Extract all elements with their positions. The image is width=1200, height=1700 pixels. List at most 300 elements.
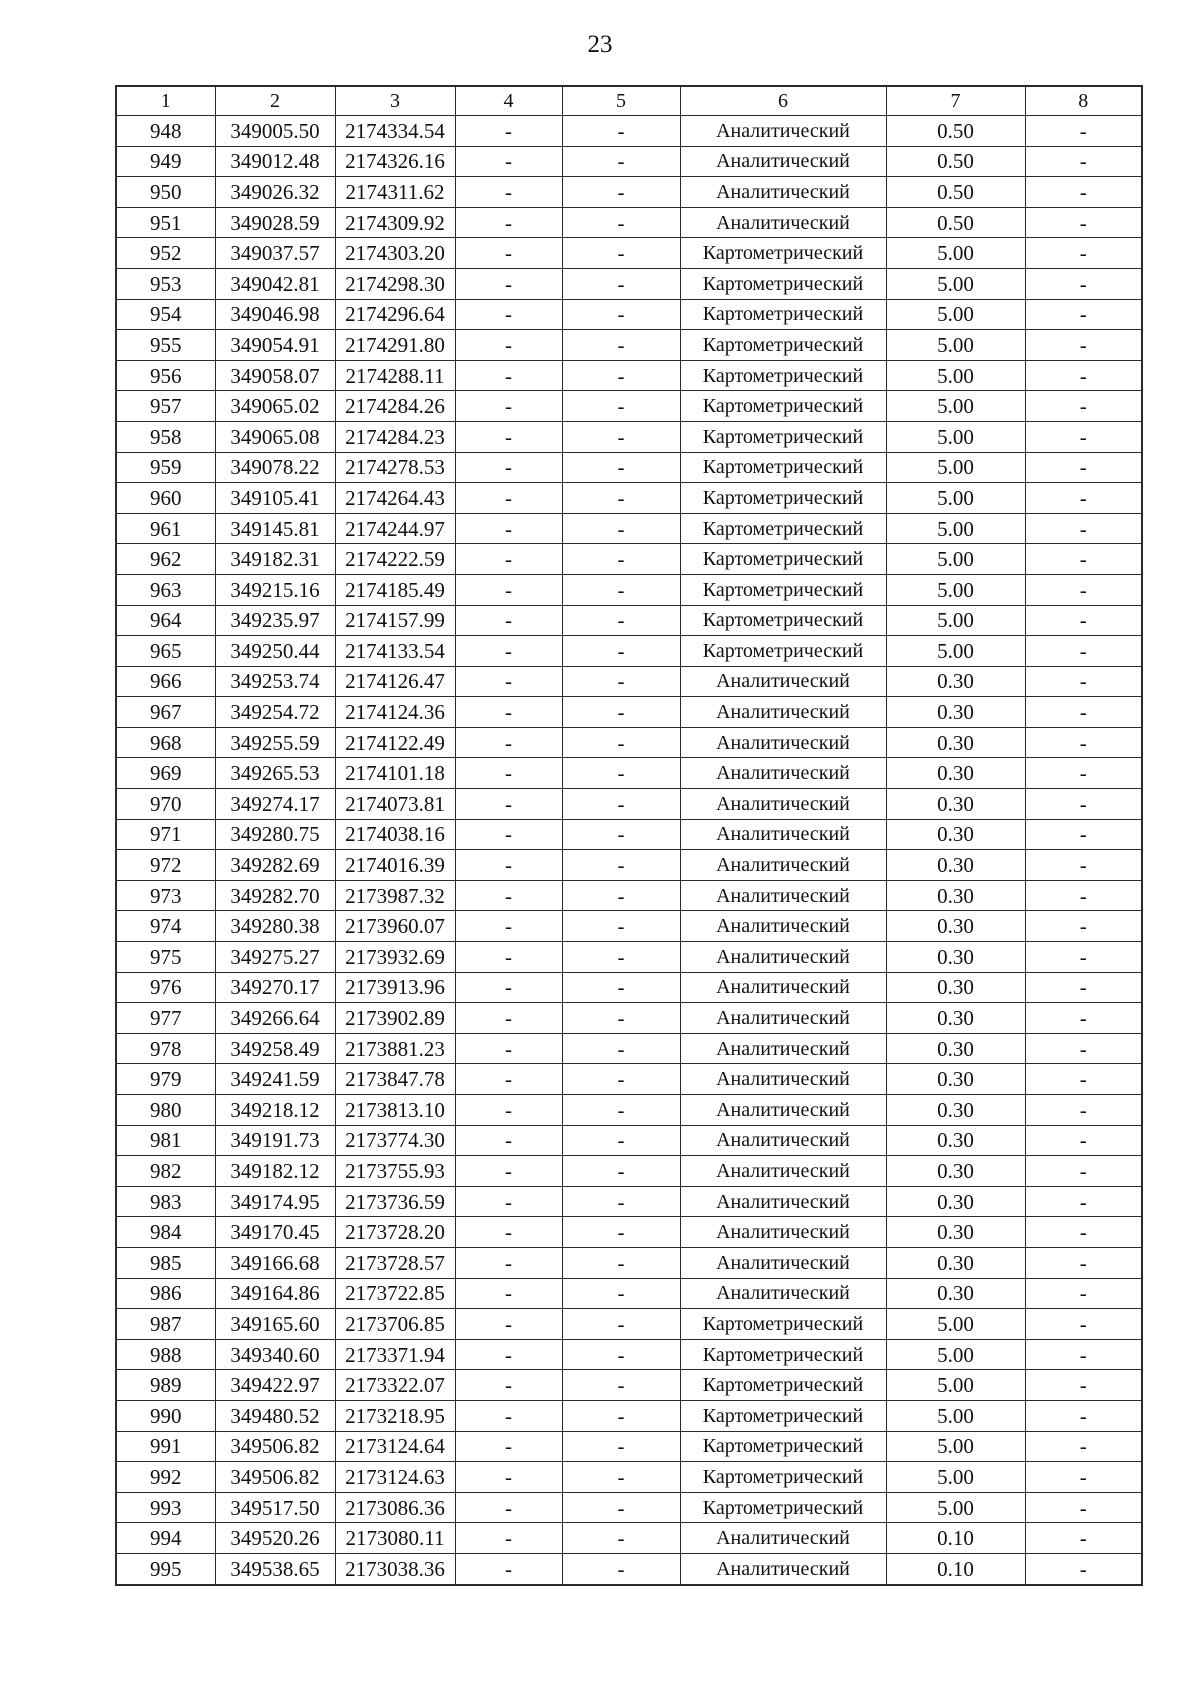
x-coordinate-cell: 349280.75 [215, 819, 335, 850]
y-coordinate-cell: 2173774.30 [335, 1125, 455, 1156]
column-4-cell: - [455, 605, 562, 636]
column-4-cell: - [455, 819, 562, 850]
y-coordinate-cell: 2174303.20 [335, 238, 455, 269]
y-coordinate-cell: 2174038.16 [335, 819, 455, 850]
accuracy-cell: 0.10 [886, 1553, 1025, 1584]
y-coordinate-cell: 2174288.11 [335, 360, 455, 391]
column-8-cell: - [1025, 207, 1142, 238]
point-number-cell: 976 [116, 972, 215, 1003]
point-number-cell: 984 [116, 1217, 215, 1248]
y-coordinate-cell: 2173932.69 [335, 942, 455, 973]
column-header: 5 [562, 86, 680, 116]
x-coordinate-cell: 349028.59 [215, 207, 335, 238]
point-number-cell: 972 [116, 850, 215, 881]
column-8-cell: - [1025, 1523, 1142, 1554]
column-5-cell: - [562, 1523, 680, 1554]
column-header: 6 [680, 86, 886, 116]
column-5-cell: - [562, 177, 680, 208]
point-number-cell: 951 [116, 207, 215, 238]
y-coordinate-cell: 2173086.36 [335, 1492, 455, 1523]
column-5-cell: - [562, 1064, 680, 1095]
accuracy-cell: 5.00 [886, 544, 1025, 575]
table-row [116, 1217, 1142, 1248]
x-coordinate-cell: 349191.73 [215, 1125, 335, 1156]
column-5-cell: - [562, 1033, 680, 1064]
point-number-cell: 953 [116, 268, 215, 299]
accuracy-cell: 0.30 [886, 697, 1025, 728]
method-cell: Картометрический [680, 1462, 886, 1493]
column-8-cell: - [1025, 1492, 1142, 1523]
accuracy-cell: 0.30 [886, 727, 1025, 758]
column-4-cell: - [455, 238, 562, 269]
point-number-cell: 956 [116, 360, 215, 391]
method-cell: Картометрический [680, 268, 886, 299]
point-number-cell: 965 [116, 636, 215, 667]
column-4-cell: - [455, 177, 562, 208]
y-coordinate-cell: 2173728.20 [335, 1217, 455, 1248]
method-cell: Картометрический [680, 238, 886, 269]
table-row [116, 238, 1142, 269]
column-5-cell: - [562, 207, 680, 238]
column-4-cell: - [455, 268, 562, 299]
column-4-cell: - [455, 727, 562, 758]
x-coordinate-cell: 349078.22 [215, 452, 335, 483]
column-5-cell: - [562, 574, 680, 605]
x-coordinate-cell: 349235.97 [215, 605, 335, 636]
table-row [116, 1400, 1142, 1431]
table-row [116, 972, 1142, 1003]
table-header-row [116, 86, 1142, 116]
column-5-cell: - [562, 1095, 680, 1126]
point-number-cell: 980 [116, 1095, 215, 1126]
accuracy-cell: 0.30 [886, 1247, 1025, 1278]
method-cell: Аналитический [680, 1247, 886, 1278]
column-5-cell: - [562, 1278, 680, 1309]
point-number-cell: 986 [116, 1278, 215, 1309]
method-cell: Аналитический [680, 1033, 886, 1064]
table-row [116, 942, 1142, 973]
accuracy-cell: 5.00 [886, 1462, 1025, 1493]
accuracy-cell: 0.30 [886, 666, 1025, 697]
point-number-cell: 955 [116, 330, 215, 361]
method-cell: Картометрический [680, 1431, 886, 1462]
accuracy-cell: 5.00 [886, 483, 1025, 514]
column-4-cell: - [455, 299, 562, 330]
column-4-cell: - [455, 1217, 562, 1248]
x-coordinate-cell: 349520.26 [215, 1523, 335, 1554]
accuracy-cell: 5.00 [886, 299, 1025, 330]
x-coordinate-cell: 349506.82 [215, 1431, 335, 1462]
method-cell: Аналитический [680, 1125, 886, 1156]
table-row [116, 697, 1142, 728]
column-4-cell: - [455, 1186, 562, 1217]
y-coordinate-cell: 2174298.30 [335, 268, 455, 299]
method-cell: Аналитический [680, 1003, 886, 1034]
method-cell: Аналитический [680, 942, 886, 973]
column-5-cell: - [562, 238, 680, 269]
column-5-cell: - [562, 1217, 680, 1248]
accuracy-cell: 5.00 [886, 421, 1025, 452]
method-cell: Аналитический [680, 758, 886, 789]
point-number-cell: 963 [116, 574, 215, 605]
column-8-cell: - [1025, 1431, 1142, 1462]
method-cell: Аналитический [680, 1186, 886, 1217]
column-4-cell: - [455, 758, 562, 789]
accuracy-cell: 0.30 [886, 1125, 1025, 1156]
point-number-cell: 954 [116, 299, 215, 330]
point-number-cell: 950 [116, 177, 215, 208]
column-8-cell: - [1025, 1033, 1142, 1064]
method-cell: Аналитический [680, 911, 886, 942]
column-5-cell: - [562, 360, 680, 391]
x-coordinate-cell: 349054.91 [215, 330, 335, 361]
accuracy-cell: 0.30 [886, 1156, 1025, 1187]
column-4-cell: - [455, 666, 562, 697]
accuracy-cell: 5.00 [886, 391, 1025, 422]
column-5-cell: - [562, 697, 680, 728]
column-5-cell: - [562, 911, 680, 942]
column-4-cell: - [455, 146, 562, 177]
table-row [116, 1003, 1142, 1034]
method-cell: Аналитический [680, 666, 886, 697]
y-coordinate-cell: 2173038.36 [335, 1553, 455, 1584]
column-header: 7 [886, 86, 1025, 116]
x-coordinate-cell: 349174.95 [215, 1186, 335, 1217]
x-coordinate-cell: 349046.98 [215, 299, 335, 330]
x-coordinate-cell: 349506.82 [215, 1462, 335, 1493]
table-row [116, 116, 1142, 147]
point-number-cell: 983 [116, 1186, 215, 1217]
column-5-cell: - [562, 1156, 680, 1187]
x-coordinate-cell: 349065.02 [215, 391, 335, 422]
column-5-cell: - [562, 1462, 680, 1493]
accuracy-cell: 0.30 [886, 758, 1025, 789]
accuracy-cell: 5.00 [886, 1400, 1025, 1431]
x-coordinate-cell: 349218.12 [215, 1095, 335, 1126]
column-header: 1 [116, 86, 215, 116]
x-coordinate-cell: 349164.86 [215, 1278, 335, 1309]
accuracy-cell: 5.00 [886, 452, 1025, 483]
column-8-cell: - [1025, 1462, 1142, 1493]
column-5-cell: - [562, 666, 680, 697]
column-4-cell: - [455, 1064, 562, 1095]
column-8-cell: - [1025, 452, 1142, 483]
column-header: 4 [455, 86, 562, 116]
y-coordinate-cell: 2173902.89 [335, 1003, 455, 1034]
y-coordinate-cell: 2174073.81 [335, 789, 455, 820]
column-8-cell: - [1025, 483, 1142, 514]
y-coordinate-cell: 2173218.95 [335, 1400, 455, 1431]
table-row [116, 146, 1142, 177]
column-8-cell: - [1025, 1125, 1142, 1156]
column-4-cell: - [455, 880, 562, 911]
method-cell: Картометрический [680, 1339, 886, 1370]
method-cell: Картометрический [680, 1400, 886, 1431]
column-5-cell: - [562, 330, 680, 361]
page-number: 23 [587, 31, 613, 58]
method-cell: Картометрический [680, 360, 886, 391]
column-8-cell: - [1025, 605, 1142, 636]
point-number-cell: 982 [116, 1156, 215, 1187]
x-coordinate-cell: 349254.72 [215, 697, 335, 728]
column-8-cell: - [1025, 727, 1142, 758]
column-8-cell: - [1025, 942, 1142, 973]
table-row [116, 391, 1142, 422]
column-5-cell: - [562, 1247, 680, 1278]
point-number-cell: 992 [116, 1462, 215, 1493]
x-coordinate-cell: 349215.16 [215, 574, 335, 605]
x-coordinate-cell: 349517.50 [215, 1492, 335, 1523]
table-row [116, 177, 1142, 208]
y-coordinate-cell: 2173124.63 [335, 1462, 455, 1493]
y-coordinate-cell: 2173322.07 [335, 1370, 455, 1401]
table-row [116, 1278, 1142, 1309]
y-coordinate-cell: 2174157.99 [335, 605, 455, 636]
point-number-cell: 966 [116, 666, 215, 697]
y-coordinate-cell: 2174334.54 [335, 116, 455, 147]
y-coordinate-cell: 2174222.59 [335, 544, 455, 575]
column-4-cell: - [455, 972, 562, 1003]
column-8-cell: - [1025, 819, 1142, 850]
column-4-cell: - [455, 1095, 562, 1126]
table-row [116, 483, 1142, 514]
accuracy-cell: 0.30 [886, 850, 1025, 881]
point-number-cell: 949 [116, 146, 215, 177]
table-row [116, 207, 1142, 238]
table-row [116, 666, 1142, 697]
y-coordinate-cell: 2174185.49 [335, 574, 455, 605]
column-8-cell: - [1025, 1370, 1142, 1401]
y-coordinate-cell: 2173960.07 [335, 911, 455, 942]
column-8-cell: - [1025, 850, 1142, 881]
column-4-cell: - [455, 850, 562, 881]
table-row [116, 850, 1142, 881]
method-cell: Аналитический [680, 1064, 886, 1095]
x-coordinate-cell: 349274.17 [215, 789, 335, 820]
point-number-cell: 970 [116, 789, 215, 820]
table-row [116, 1186, 1142, 1217]
column-5-cell: - [562, 880, 680, 911]
method-cell: Аналитический [680, 1278, 886, 1309]
x-coordinate-cell: 349058.07 [215, 360, 335, 391]
method-cell: Аналитический [680, 207, 886, 238]
method-cell: Картометрический [680, 1492, 886, 1523]
column-4-cell: - [455, 1339, 562, 1370]
x-coordinate-cell: 349255.59 [215, 727, 335, 758]
method-cell: Аналитический [680, 819, 886, 850]
x-coordinate-cell: 349182.12 [215, 1156, 335, 1187]
accuracy-cell: 0.50 [886, 146, 1025, 177]
x-coordinate-cell: 349065.08 [215, 421, 335, 452]
y-coordinate-cell: 2174264.43 [335, 483, 455, 514]
method-cell: Аналитический [680, 727, 886, 758]
x-coordinate-cell: 349005.50 [215, 116, 335, 147]
point-number-cell: 958 [116, 421, 215, 452]
column-4-cell: - [455, 1431, 562, 1462]
accuracy-cell: 0.30 [886, 880, 1025, 911]
column-4-cell: - [455, 1278, 562, 1309]
table-row [116, 1370, 1142, 1401]
table-row [116, 1033, 1142, 1064]
y-coordinate-cell: 2173080.11 [335, 1523, 455, 1554]
accuracy-cell: 5.00 [886, 636, 1025, 667]
column-4-cell: - [455, 483, 562, 514]
y-coordinate-cell: 2173881.23 [335, 1033, 455, 1064]
column-8-cell: - [1025, 1339, 1142, 1370]
point-number-cell: 957 [116, 391, 215, 422]
column-4-cell: - [455, 1125, 562, 1156]
x-coordinate-cell: 349265.53 [215, 758, 335, 789]
table-row [116, 1309, 1142, 1340]
table-row [116, 1523, 1142, 1554]
column-5-cell: - [562, 483, 680, 514]
accuracy-cell: 5.00 [886, 1492, 1025, 1523]
table-row [116, 574, 1142, 605]
column-4-cell: - [455, 911, 562, 942]
method-cell: Аналитический [680, 972, 886, 1003]
table-row [116, 1462, 1142, 1493]
accuracy-cell: 0.10 [886, 1523, 1025, 1554]
accuracy-cell: 0.30 [886, 911, 1025, 942]
accuracy-cell: 0.30 [886, 789, 1025, 820]
column-5-cell: - [562, 116, 680, 147]
point-number-cell: 974 [116, 911, 215, 942]
accuracy-cell: 5.00 [886, 1431, 1025, 1462]
column-8-cell: - [1025, 330, 1142, 361]
column-5-cell: - [562, 452, 680, 483]
x-coordinate-cell: 349166.68 [215, 1247, 335, 1278]
column-5-cell: - [562, 1125, 680, 1156]
column-4-cell: - [455, 452, 562, 483]
table-row [116, 789, 1142, 820]
table-row [116, 1339, 1142, 1370]
column-5-cell: - [562, 636, 680, 667]
column-5-cell: - [562, 1339, 680, 1370]
method-cell: Картометрический [680, 330, 886, 361]
column-5-cell: - [562, 1370, 680, 1401]
column-8-cell: - [1025, 1064, 1142, 1095]
y-coordinate-cell: 2173913.96 [335, 972, 455, 1003]
column-5-cell: - [562, 758, 680, 789]
y-coordinate-cell: 2174284.23 [335, 421, 455, 452]
column-8-cell: - [1025, 1247, 1142, 1278]
method-cell: Картометрический [680, 483, 886, 514]
column-4-cell: - [455, 1003, 562, 1034]
column-8-cell: - [1025, 268, 1142, 299]
column-8-cell: - [1025, 1156, 1142, 1187]
column-5-cell: - [562, 268, 680, 299]
point-number-cell: 964 [116, 605, 215, 636]
point-number-cell: 973 [116, 880, 215, 911]
accuracy-cell: 5.00 [886, 238, 1025, 269]
column-8-cell: - [1025, 299, 1142, 330]
point-number-cell: 991 [116, 1431, 215, 1462]
column-4-cell: - [455, 574, 562, 605]
y-coordinate-cell: 2174133.54 [335, 636, 455, 667]
y-coordinate-cell: 2174124.36 [335, 697, 455, 728]
method-cell: Картометрический [680, 513, 886, 544]
accuracy-cell: 5.00 [886, 574, 1025, 605]
accuracy-cell: 5.00 [886, 513, 1025, 544]
y-coordinate-cell: 2173371.94 [335, 1339, 455, 1370]
table-row [116, 544, 1142, 575]
x-coordinate-cell: 349182.31 [215, 544, 335, 575]
column-5-cell: - [562, 1400, 680, 1431]
coordinates-table [115, 85, 1143, 1586]
accuracy-cell: 5.00 [886, 605, 1025, 636]
x-coordinate-cell: 349012.48 [215, 146, 335, 177]
y-coordinate-cell: 2174291.80 [335, 330, 455, 361]
column-5-cell: - [562, 1492, 680, 1523]
point-number-cell: 967 [116, 697, 215, 728]
method-cell: Аналитический [680, 880, 886, 911]
column-4-cell: - [455, 1370, 562, 1401]
table-row [116, 911, 1142, 942]
column-8-cell: - [1025, 911, 1142, 942]
accuracy-cell: 5.00 [886, 268, 1025, 299]
table-row [116, 360, 1142, 391]
point-number-cell: 961 [116, 513, 215, 544]
y-coordinate-cell: 2174284.26 [335, 391, 455, 422]
column-8-cell: - [1025, 1400, 1142, 1431]
column-5-cell: - [562, 1309, 680, 1340]
point-number-cell: 968 [116, 727, 215, 758]
column-8-cell: - [1025, 513, 1142, 544]
accuracy-cell: 5.00 [886, 330, 1025, 361]
accuracy-cell: 0.30 [886, 1064, 1025, 1095]
column-header: 2 [215, 86, 335, 116]
column-8-cell: - [1025, 758, 1142, 789]
accuracy-cell: 0.50 [886, 177, 1025, 208]
column-4-cell: - [455, 391, 562, 422]
method-cell: Картометрический [680, 421, 886, 452]
column-4-cell: - [455, 207, 562, 238]
x-coordinate-cell: 349170.45 [215, 1217, 335, 1248]
method-cell: Картометрический [680, 1309, 886, 1340]
column-5-cell: - [562, 972, 680, 1003]
y-coordinate-cell: 2174309.92 [335, 207, 455, 238]
x-coordinate-cell: 349258.49 [215, 1033, 335, 1064]
point-number-cell: 981 [116, 1125, 215, 1156]
table-row [116, 636, 1142, 667]
column-4-cell: - [455, 116, 562, 147]
column-8-cell: - [1025, 972, 1142, 1003]
column-5-cell: - [562, 1431, 680, 1462]
y-coordinate-cell: 2173987.32 [335, 880, 455, 911]
column-4-cell: - [455, 789, 562, 820]
column-8-cell: - [1025, 421, 1142, 452]
column-8-cell: - [1025, 697, 1142, 728]
table-row [116, 1064, 1142, 1095]
method-cell: Картометрический [680, 452, 886, 483]
method-cell: Картометрический [680, 544, 886, 575]
table-row [116, 299, 1142, 330]
point-number-cell: 960 [116, 483, 215, 514]
accuracy-cell: 0.30 [886, 942, 1025, 973]
column-8-cell: - [1025, 1278, 1142, 1309]
x-coordinate-cell: 349026.32 [215, 177, 335, 208]
column-4-cell: - [455, 1033, 562, 1064]
table-row [116, 1492, 1142, 1523]
table-row [116, 1431, 1142, 1462]
table-row [116, 330, 1142, 361]
method-cell: Аналитический [680, 1553, 886, 1584]
accuracy-cell: 0.30 [886, 819, 1025, 850]
point-number-cell: 990 [116, 1400, 215, 1431]
method-cell: Картометрический [680, 299, 886, 330]
column-5-cell: - [562, 789, 680, 820]
point-number-cell: 988 [116, 1339, 215, 1370]
